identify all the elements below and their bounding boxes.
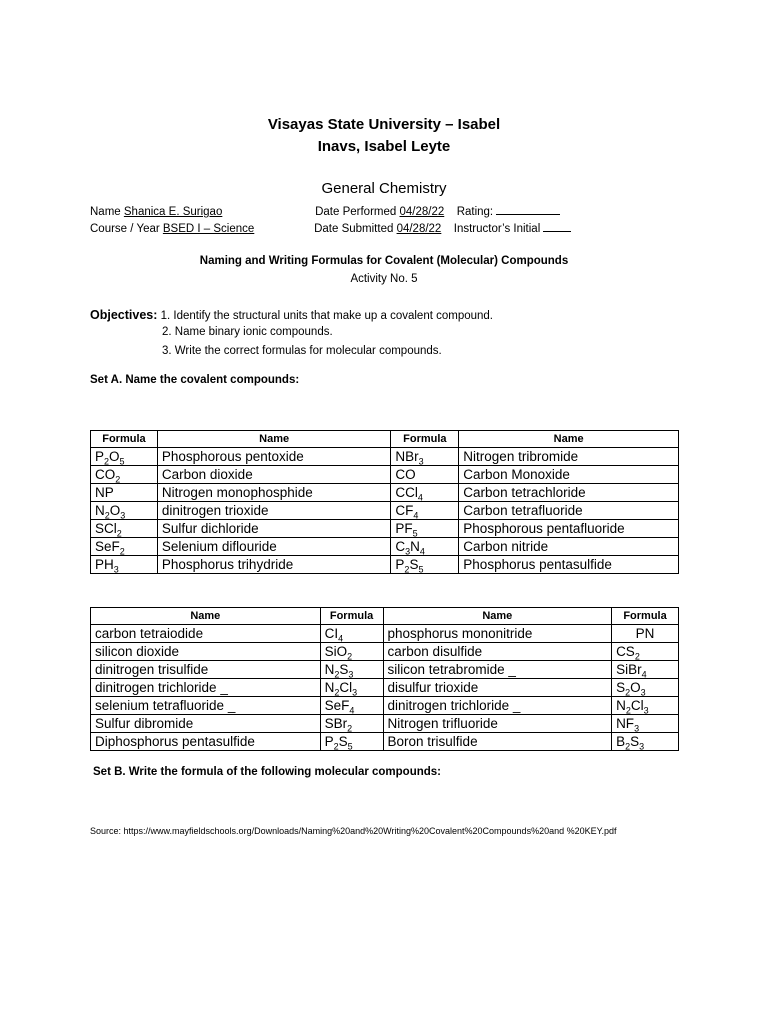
name-cell: Sulfur dibromide xyxy=(91,715,321,733)
date-performed-label: Date Performed xyxy=(315,206,397,218)
table-row xyxy=(91,697,679,715)
table-row xyxy=(91,448,679,466)
formula-cell: $P_2S_5$ xyxy=(391,556,459,574)
name-cell: Sulfur dichloride xyxy=(157,520,391,538)
formula-cell: $CO_2$ xyxy=(91,466,158,484)
formula-cell: SeF$_2$ xyxy=(91,538,158,556)
table-row xyxy=(91,715,679,733)
name-cell: selenium tetrafluoride _ xyxy=(91,697,321,715)
name-cell: Nitrogen trifluoride xyxy=(383,715,612,733)
name-cell: Phosphorous pentoxide xyxy=(157,448,391,466)
formula-cell: SiBr$_4$ xyxy=(612,661,679,679)
table-row xyxy=(91,661,679,679)
column-header: Formula xyxy=(612,608,679,625)
column-header: Name xyxy=(157,431,391,448)
formula-cell: $C_3N_4$ xyxy=(391,538,459,556)
formula-cell: NP xyxy=(91,484,158,502)
column-header: Formula xyxy=(320,608,383,625)
name-cell: Phosphorus pentasulfide xyxy=(459,556,679,574)
name-cell: Carbon tetrachloride xyxy=(459,484,679,502)
column-header: Name xyxy=(459,431,679,448)
info-row-1 xyxy=(90,203,560,218)
formula-cell: NBr$_3$ xyxy=(391,448,459,466)
objectives-line-1 xyxy=(90,308,493,322)
course-value: BSED I – Science xyxy=(162,223,255,235)
table-header-row xyxy=(91,431,679,448)
set-a-title: Set A. Name the covalent compounds: xyxy=(90,374,300,386)
name-cell: phosphorus mononitride xyxy=(383,625,612,643)
table-row xyxy=(91,625,679,643)
table-row xyxy=(91,520,679,538)
column-header: Formula xyxy=(391,431,459,448)
campus-title: Inavs, Isabel Leyte xyxy=(317,138,451,155)
formula-cell: $CF_4$ xyxy=(391,502,459,520)
set-b-title: Set B. Write the formula of the following molecular compounds: xyxy=(93,766,441,778)
formula-cell: $B_2S_3$ xyxy=(612,733,679,751)
table-row xyxy=(91,556,679,574)
table-row xyxy=(91,538,679,556)
name-cell: carbon disulfide xyxy=(383,643,612,661)
name-cell: Nitrogen tribromide xyxy=(459,448,679,466)
date-submitted-value: 04/28/22 xyxy=(396,223,442,235)
name-cell: dinitrogen trichloride _ xyxy=(383,697,612,715)
name-cell: Phosphorous pentafluoride xyxy=(459,520,679,538)
table-row xyxy=(91,643,679,661)
table-row xyxy=(91,484,679,502)
formula-cell: PN xyxy=(612,625,679,643)
name-cell: Selenium diflouride xyxy=(157,538,391,556)
source-note: Source: https://www.mayfieldschools.org/Downloads/Naming%20and%20Writing%20Covalent%20Compounds%20and %20KEY.pdf xyxy=(90,826,617,836)
formula-cell: $P_2O_5$ xyxy=(91,448,158,466)
name-cell: Nitrogen monophosphide xyxy=(157,484,391,502)
name-cell: Carbon Monoxide xyxy=(459,466,679,484)
set-b-table xyxy=(90,607,679,751)
formula-cell: $N_2Cl_3$ xyxy=(612,697,679,715)
name-cell: Phosphorus trihydride xyxy=(157,556,391,574)
objectives-label: Objectives: xyxy=(90,308,158,322)
name-cell: dinitrogen trisulfide xyxy=(91,661,321,679)
university-title: Visayas State University – Isabel xyxy=(267,116,501,133)
name-cell: Boron trisulfide xyxy=(383,733,612,751)
formula-cell: $CS_2$ xyxy=(612,643,679,661)
activity-title: Naming and Writing Formulas for Covalent (Molecular) Compounds xyxy=(199,255,569,267)
instructor-blank xyxy=(543,220,571,232)
formula-cell: CCl$_4$ xyxy=(391,484,459,502)
subject-title: General Chemistry xyxy=(321,180,447,197)
objective-item: 1. Identify the structural units that make up a covalent compound. xyxy=(160,310,494,322)
name-cell: dinitrogen trioxide xyxy=(157,502,391,520)
date-submitted-label: Date Submitted xyxy=(314,223,394,235)
formula-cell: $PF_5$ xyxy=(391,520,459,538)
formula-cell: $N_2O_3$ xyxy=(91,502,158,520)
name-cell: silicon tetrabromide _ xyxy=(383,661,612,679)
set-a-table xyxy=(90,430,679,574)
column-header: Name xyxy=(383,608,612,625)
name-cell: dinitrogen trichloride _ xyxy=(91,679,321,697)
formula-cell: SiO$_2$ xyxy=(320,643,383,661)
formula-cell: SeF$_4$ xyxy=(320,697,383,715)
table-row xyxy=(91,679,679,697)
date-performed-value: 04/28/22 xyxy=(399,206,445,218)
table-row xyxy=(91,733,679,751)
formula-cell: $NF_3$ xyxy=(612,715,679,733)
activity-number: Activity No. 5 xyxy=(350,273,418,285)
table-row xyxy=(91,466,679,484)
formula-cell: $S_2O_3$ xyxy=(612,679,679,697)
rating-blank xyxy=(496,203,560,215)
table-row xyxy=(91,502,679,520)
name-cell: Carbon tetrafluoride xyxy=(459,502,679,520)
course-label: Course / Year xyxy=(90,223,160,235)
formula-cell: SBr$_2$ xyxy=(320,715,383,733)
formula-cell: $N_2Cl_3$ xyxy=(320,679,383,697)
objective-item: 3. Write the correct formulas for molecular compounds. xyxy=(162,345,442,357)
table-header-row xyxy=(91,608,679,625)
objective-item: 2. Name binary ionic compounds. xyxy=(162,326,333,338)
formula-cell: SCl$_2$ xyxy=(91,520,158,538)
column-header: Name xyxy=(91,608,321,625)
name-value: Shanica E. Surigao xyxy=(123,206,223,218)
formula-cell: $CI_4$ xyxy=(320,625,383,643)
name-cell: Carbon nitride xyxy=(459,538,679,556)
formula-cell: $PH_3$ xyxy=(91,556,158,574)
name-cell: disulfur trioxide xyxy=(383,679,612,697)
column-header: Formula xyxy=(91,431,158,448)
name-cell: Diphosphorus pentasulfide xyxy=(91,733,321,751)
formula-cell: $N_2S_3$ xyxy=(320,661,383,679)
info-row-2 xyxy=(90,220,571,235)
formula-cell: $P_2S_5$ xyxy=(320,733,383,751)
rating-label: Rating: xyxy=(456,206,494,218)
name-cell: carbon tetraiodide xyxy=(91,625,321,643)
formula-cell: CO xyxy=(391,466,459,484)
name-cell: Carbon dioxide xyxy=(157,466,391,484)
instructor-label: Instructor’s Initial xyxy=(453,223,541,235)
name-label: Name xyxy=(90,206,121,218)
name-cell: silicon dioxide xyxy=(91,643,321,661)
